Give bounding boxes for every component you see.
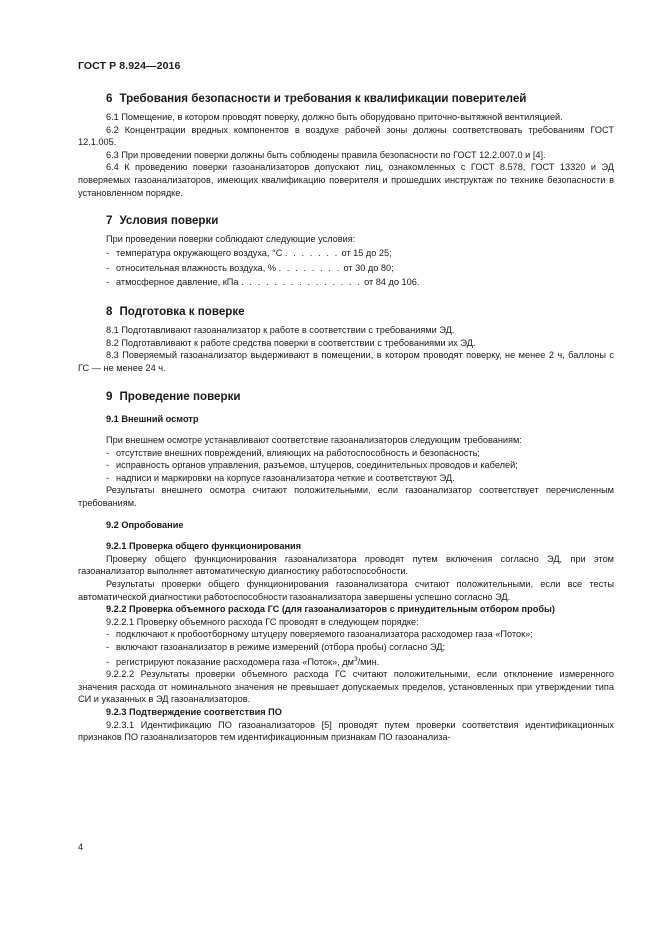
- section-7-number: 7: [106, 214, 113, 228]
- para-9-2-1-2: Результаты проверки общего функционирования газоанализатора считают положительными, если все тесты автоматической диагностики работоспособности газоанализатора завершены успешно согласно ЭД.: [78, 579, 614, 602]
- subsection-9-2-title: 9.2 Опробование: [106, 519, 184, 530]
- para-6-3: 6.3 При проведении поверки должны быть соблюдены правила безопасности по ГОСТ 12.2.007.0 и [4].: [106, 149, 546, 160]
- section-6-title: Требования безопасности и требования к квалификации поверителей: [119, 92, 527, 105]
- section-6-heading: [78, 92, 614, 106]
- subsection-9-2-2-title: 9.2.2 Проверка объемного расхода ГС (для газоанализаторов с принудительным отбором пробы): [106, 604, 555, 615]
- section-9-number: 9: [106, 389, 113, 403]
- para-8-1: 8.1 Подготавливают газоанализатор к работе в соответствии с требованиями ЭД.: [106, 325, 455, 336]
- section-7-title: Условия поверки: [119, 214, 219, 228]
- para-9-2-1-1: Проверку общего функционирования газоанализатора проводят путем включения согласно ЭД, при этом газоанализатор выполняет автоматическую диагностику работоспособности.: [78, 553, 614, 577]
- para-6-4: 6.4 К проведению поверки газоанализаторов допускают лиц, ознакомленных с ГОСТ 8.578, ГОСТ 13320 и ЭД поверяемых газоанализаторов, имеющих квалификацию поверителя и прошедших инструктаж по технике безопасности в установленном порядке.: [78, 162, 614, 198]
- condition-temperature: - температура окружающего воздуха, °С . . . . . . . от 15 до 25;: [106, 247, 392, 258]
- list-item: - отсутствие внешних повреждений, влияющих на работоспособность и безопасность;: [106, 447, 480, 458]
- page-number: 4: [78, 842, 84, 852]
- section-8-heading: [78, 305, 614, 319]
- list-item: - подключают к пробоотборному штуцеру поверяемого газоанализатора расходомер газа «Поток»;: [106, 629, 533, 640]
- para-6-2: 6.2 Концентрации вредных компонентов в воздухе рабочей зоны должны соответствовать требованиям ГОСТ 12.1.005.: [78, 124, 614, 148]
- para-9-2-3-1: 9.2.3.1 Идентификацию ПО газоанализаторов [5] проводят путем проверки соответствия идентификационных признаков ПО газоанализаторов тем идентификационным признакам ПО газоанализа-: [78, 719, 614, 743]
- subsection-9-2-3-title: 9.2.3 Подтверждение соответствия ПО: [106, 707, 282, 718]
- section-8-title: Подготовка к поверке: [119, 305, 245, 319]
- para-8-2: 8.2 Подготавливают к работе средства поверки в соответствии с требованиями их ЭД.: [106, 337, 476, 348]
- para-7-intro: При проведении поверки соблюдают следующие условия:: [106, 234, 356, 245]
- section-9-heading: [78, 390, 614, 404]
- list-item: - включают газоанализатор в режиме измерений (отбора пробы) согласно ЭД;: [106, 642, 446, 653]
- list-item: - надписи и маркировки на корпусе газоанализатора четкие и соответствуют ЭД.: [106, 472, 455, 483]
- section-8-number: 8: [106, 305, 113, 319]
- condition-pressure: - атмосферное давление, кПа . . . . . . . . . . . . . . . от 84 до 106.: [106, 277, 420, 288]
- list-item: - регистрируют показание расходомера газа «Поток», $дм^3$/мин.: [106, 655, 380, 667]
- para-8-3: 8.3 Поверяемый газоанализатор выдерживают в помещении, в котором проводят поверку, не менее 2 ч, баллоны с ГС — не менее 24 ч.: [78, 350, 614, 373]
- page-content: [78, 92, 614, 744]
- subsection-9-1-title: 9.1 Внешний осмотр: [106, 413, 199, 424]
- document-header: ГОСТ Р 8.924—2016: [78, 60, 181, 72]
- para-9-1-result: Результаты внешнего осмотра считают положительными, если газоанализатор соответствует перечисленным требованиям.: [78, 485, 614, 509]
- para-9-2-2-2: 9.2.2.2 Результаты проверки объемного расхода ГС считают положительными, если отклонение измеренного значения расхода от номинального значения не превышает допускаемых пределов, установленных при утверждении типа СИ и указанных в ЭД газоанализаторов.: [78, 669, 614, 705]
- section-6-number: 6: [106, 92, 113, 105]
- para-9-2-2-1-intro: 9.2.2.1 Проверку объемного расхода ГС проводят в следующем порядке:: [106, 616, 419, 627]
- section-9-title: Проведение поверки: [119, 389, 241, 403]
- section-7-heading: [78, 214, 614, 228]
- condition-humidity: - относительная влажность воздуха, % . . . . . . . . от 30 до 80;: [106, 262, 394, 273]
- para-6-1: 6.1 Помещение, в котором проводят поверку, должно быть оборудовано приточно-вытяжной вентиляцией.: [106, 112, 563, 122]
- subsection-9-2-1-title: 9.2.1 Проверка общего функционирования: [106, 541, 302, 552]
- para-9-1-intro: При внешнем осмотре устанавливают соответствие газоанализаторов следующим требованиям:: [106, 435, 522, 446]
- list-item: - исправность органов управления, разъемов, штуцеров, соединительных проводов и кабелей;: [106, 460, 518, 471]
